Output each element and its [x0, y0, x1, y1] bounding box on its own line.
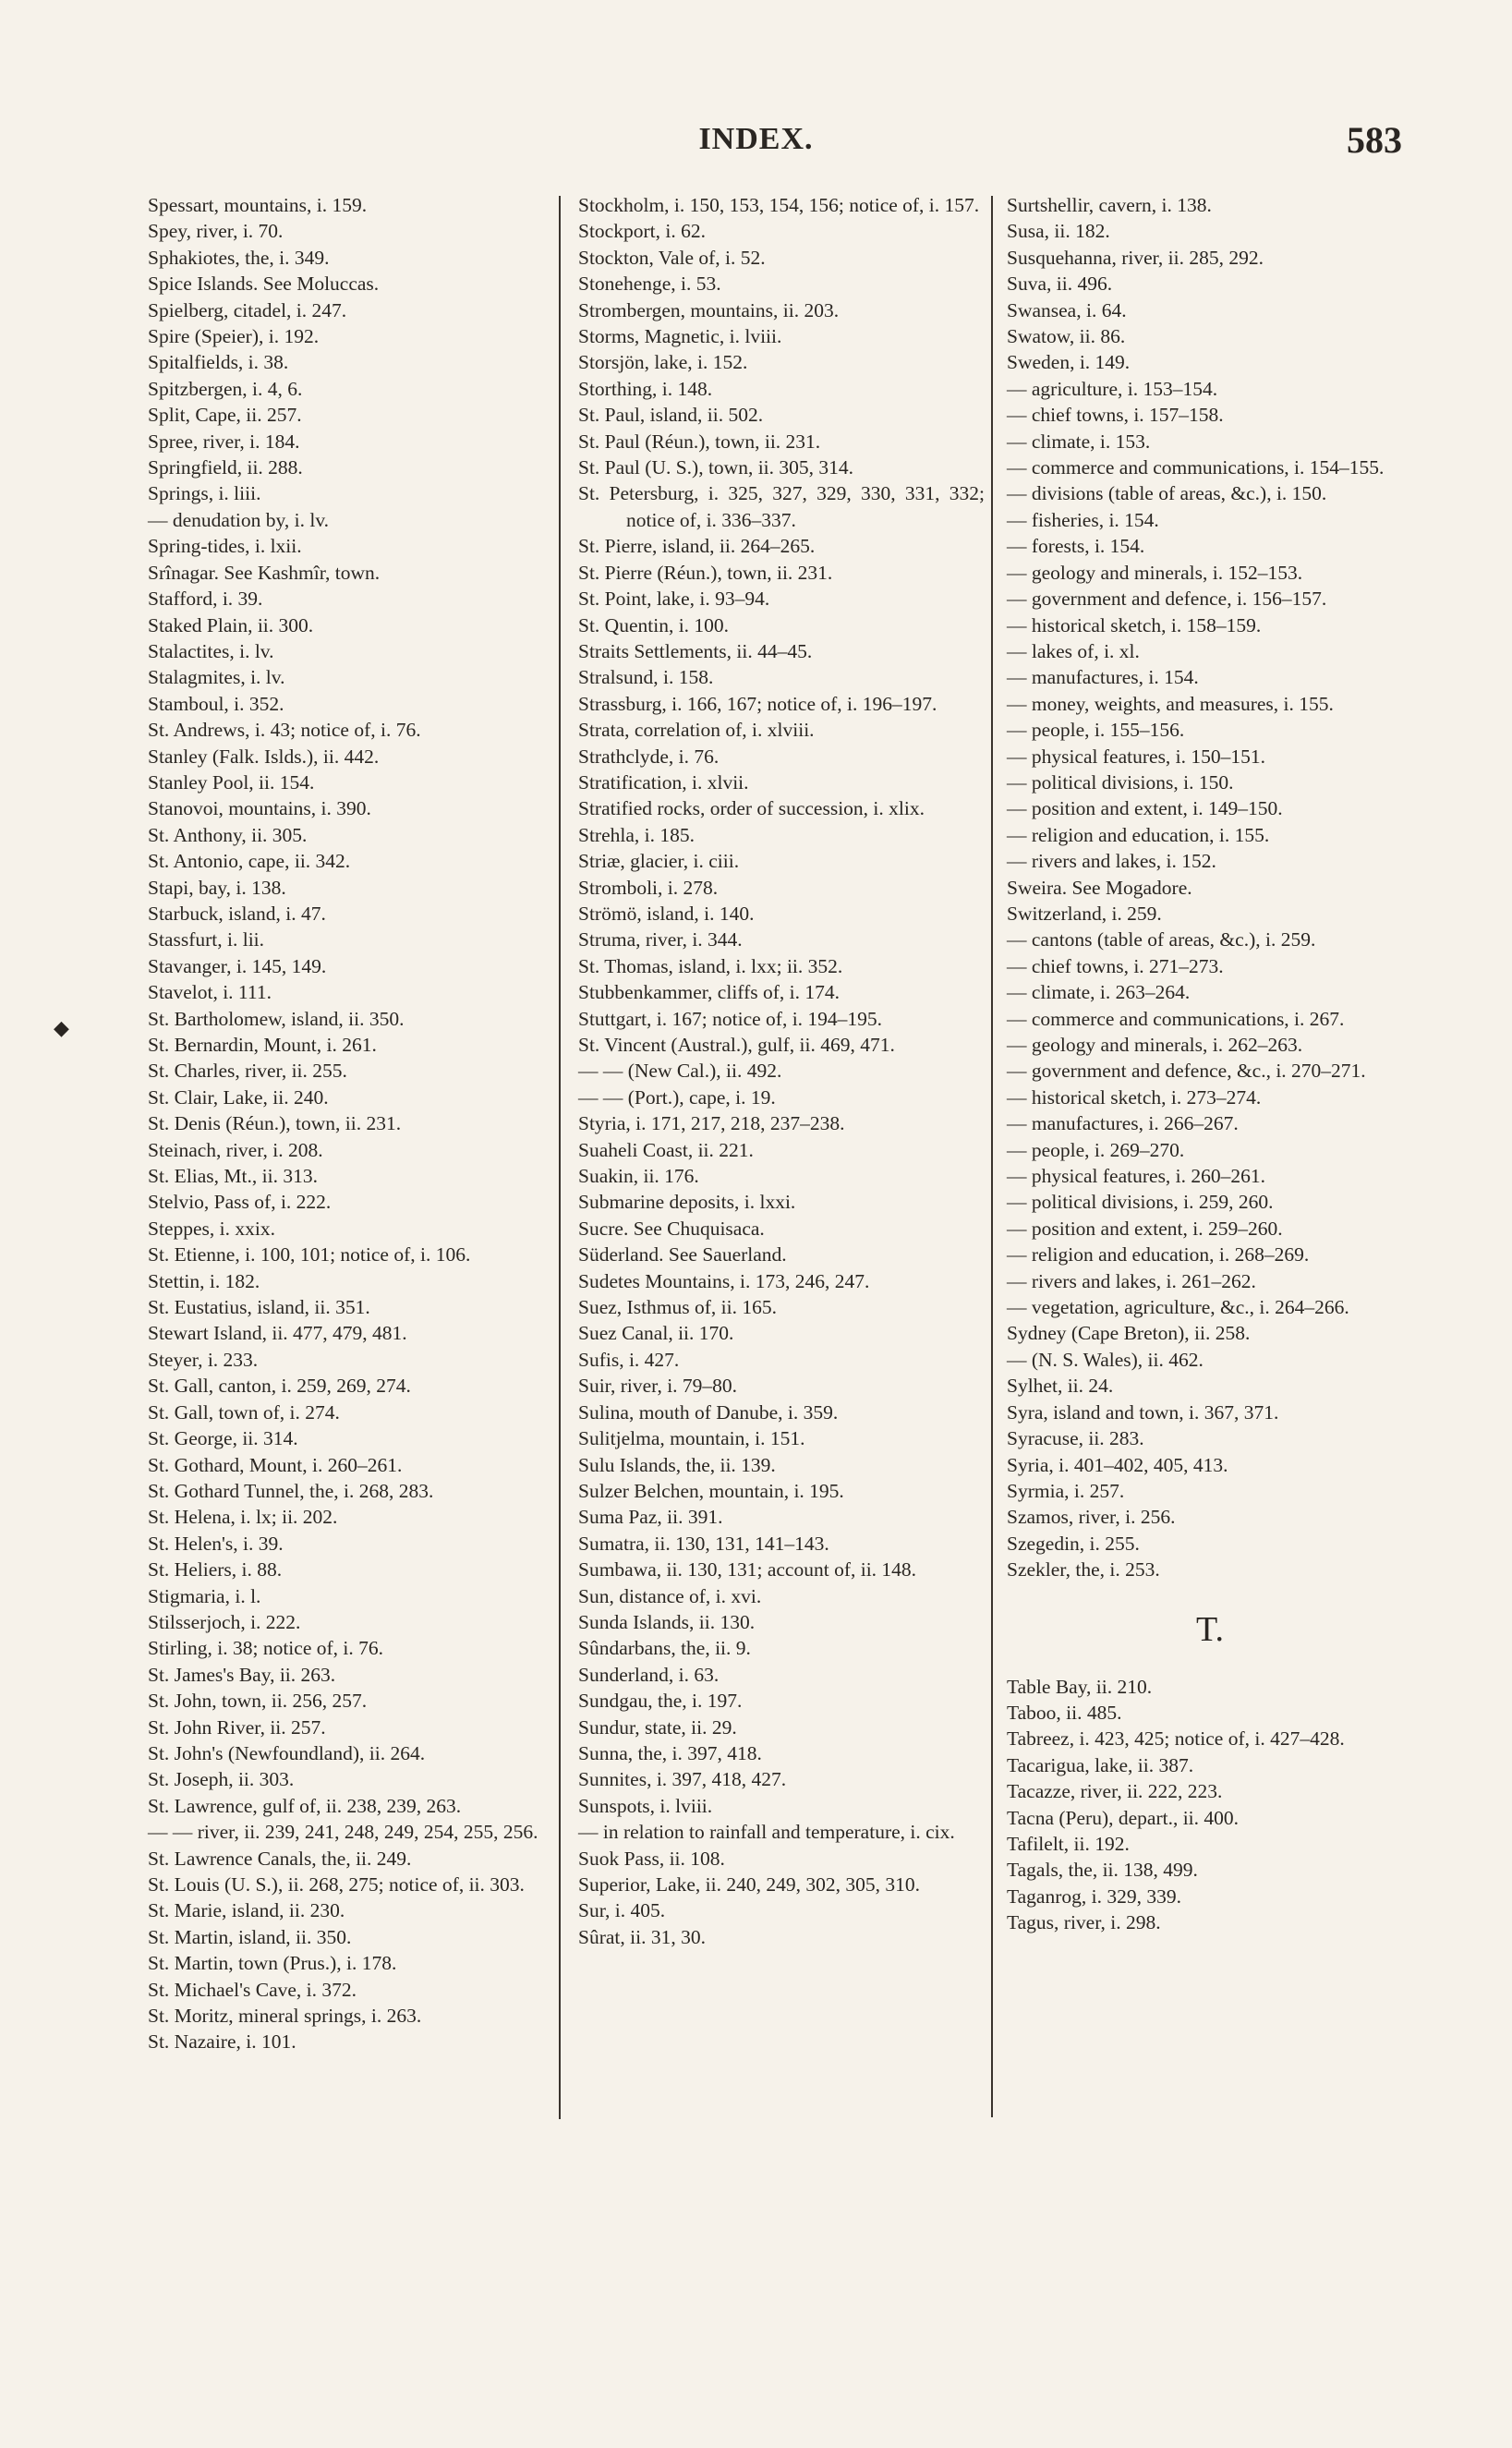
- index-entry: Syria, i. 401–402, 405, 413.: [1007, 1453, 1228, 1476]
- index-entry: Tacazze, river, ii. 222, 223.: [1007, 1780, 1223, 1803]
- index-entry: St. Etienne, i. 100, 101; notice of, i. 106.: [148, 1243, 471, 1266]
- index-entry: Sundgau, the, i. 197.: [578, 1690, 743, 1713]
- index-entry: Superior, Lake, ii. 240, 249, 302, 305, 310.: [578, 1873, 920, 1896]
- index-entry: — rivers and lakes, i. 152.: [1007, 850, 1216, 873]
- index-entry: St. Antonio, cape, ii. 342.: [148, 850, 351, 873]
- index-entry: Sulina, mouth of Danube, i. 359.: [578, 1400, 839, 1424]
- index-entry: Tacna (Peru), depart., ii. 400.: [1007, 1806, 1240, 1829]
- index-entry: — government and defence, &c., i. 270–271.: [1007, 1060, 1366, 1083]
- index-entry: Sunspots, i. lviii.: [578, 1794, 713, 1817]
- index-entry: Syra, island and town, i. 367, 371.: [1007, 1400, 1279, 1424]
- index-entry: Spire (Speier), i. 192.: [148, 325, 320, 348]
- index-entry: St. Vincent (Austral.), gulf, ii. 469, 471.: [578, 1034, 895, 1056]
- index-entry: St. Bernardin, Mount, i. 261.: [148, 1034, 377, 1056]
- index-entry: Sphakiotes, the, i. 349.: [148, 246, 330, 269]
- index-entry: — religion and education, i. 268–269.: [1007, 1243, 1310, 1266]
- index-entry: Srînagar. See Kashmîr, town.: [148, 561, 381, 584]
- index-entry: Syracuse, ii. 283.: [1007, 1427, 1144, 1450]
- index-entry: St. Lawrence Canals, the, ii. 249.: [148, 1847, 412, 1870]
- index-entry: Stettin, i. 182.: [148, 1269, 260, 1292]
- index-entry: — in relation to rainfall and temperature, i. cix.: [578, 1821, 955, 1844]
- index-entry: Stapi, bay, i. 138.: [148, 876, 286, 899]
- index-column-2: [578, 192, 985, 1950]
- index-entry: Strathclyde, i. 76.: [578, 745, 720, 768]
- index-entry: Spice Islands. See Moluccas.: [148, 273, 380, 296]
- index-entry: Stuttgart, i. 167; notice of, i. 194–195.: [578, 1007, 883, 1030]
- index-entry: — — river, ii. 239, 241, 248, 249, 254, 255, 256.: [148, 1821, 538, 1844]
- index-entry: St. John's (Newfoundland), ii. 264.: [148, 1741, 426, 1764]
- index-entry: — (N. S. Wales), ii. 462.: [1007, 1348, 1204, 1371]
- index-entry: Sunda Islands, ii. 130.: [578, 1610, 756, 1633]
- index-entry: St. Martin, island, ii. 350.: [148, 1925, 352, 1948]
- index-entry: Sylhet, ii. 24.: [1007, 1375, 1114, 1398]
- index-entry: Stassfurt, i. lii.: [148, 928, 265, 951]
- index-entry: — divisions (table of areas, &c.), i. 150.: [1007, 482, 1327, 505]
- index-entry: Split, Cape, ii. 257.: [148, 404, 302, 427]
- index-entry: — money, weights, and measures, i. 155.: [1007, 692, 1334, 715]
- index-entry: Stromboli, i. 278.: [578, 876, 719, 899]
- index-entry: Spitzbergen, i. 4, 6.: [148, 377, 303, 400]
- index-entry: — physical features, i. 150–151.: [1007, 745, 1266, 768]
- index-entry: — climate, i. 263–264.: [1007, 981, 1191, 1004]
- index-entry: Table Bay, ii. 210.: [1007, 1675, 1153, 1698]
- page-number: 583: [1347, 119, 1402, 161]
- index-entry: Submarine deposits, i. lxxi.: [578, 1191, 796, 1214]
- index-entry: St. Andrews, i. 43; notice of, i. 76.: [148, 719, 421, 742]
- index-entry: Spring-tides, i. lxii.: [148, 535, 302, 558]
- index-entry: Suok Pass, ii. 108.: [578, 1847, 725, 1870]
- index-entry: St. Eustatius, island, ii. 351.: [148, 1296, 370, 1319]
- index-entry: St. Denis (Réun.), town, ii. 231.: [148, 1112, 402, 1135]
- index-entry: — historical sketch, i. 273–274.: [1007, 1085, 1262, 1109]
- index-entry: Spessart, mountains, i. 159.: [148, 194, 368, 216]
- index-entry: Surtshellir, cavern, i. 138.: [1007, 194, 1212, 216]
- index-entry: Stelvio, Pass of, i. 222.: [148, 1191, 332, 1214]
- index-entry: — chief towns, i. 271–273.: [1007, 954, 1224, 977]
- index-entry: St. Louis (U. S.), ii. 268, 275; notice of, ii. 303.: [148, 1873, 525, 1896]
- column-divider: [559, 196, 561, 2119]
- index-entry: Sweira. See Mogadore.: [1007, 876, 1192, 899]
- index-entry: Suaheli Coast, ii. 221.: [578, 1138, 754, 1161]
- index-entry: — people, i. 155–156.: [1007, 719, 1185, 742]
- index-entry: Sucre. See Chuquisaca.: [578, 1217, 765, 1240]
- index-entry: — religion and education, i. 155.: [1007, 823, 1270, 846]
- index-entry: — geology and minerals, i. 262–263.: [1007, 1034, 1303, 1056]
- index-entry: — position and extent, i. 149–150.: [1007, 797, 1283, 820]
- index-entry: Taboo, ii. 485.: [1007, 1701, 1122, 1724]
- index-entry: St. Bartholomew, island, ii. 350.: [148, 1007, 405, 1030]
- index-entry: — position and extent, i. 259–260.: [1007, 1217, 1283, 1240]
- index-entry: Sweden, i. 149.: [1007, 351, 1131, 374]
- index-entry: Stalagmites, i. lv.: [148, 666, 285, 689]
- index-entry: Spielberg, citadel, i. 247.: [148, 298, 347, 321]
- index-entry: St. Pierre (Réun.), town, ii. 231.: [578, 561, 833, 584]
- index-entry: Steyer, i. 233.: [148, 1348, 259, 1371]
- index-entry: Stratification, i. xlvii.: [578, 770, 749, 794]
- index-entry: Switzerland, i. 259.: [1007, 902, 1162, 925]
- index-entry: Suma Paz, ii. 391.: [578, 1506, 723, 1529]
- index-entry: Strombergen, mountains, ii. 203.: [578, 298, 840, 321]
- index-column-1: [148, 192, 554, 2055]
- index-entry: Stalactites, i. lv.: [148, 639, 274, 662]
- index-entry: Suez, Isthmus of, ii. 165.: [578, 1296, 777, 1319]
- index-entry: St. Paul (U. S.), town, ii. 305, 314.: [578, 456, 854, 479]
- index-entry: Stafford, i. 39.: [148, 588, 263, 611]
- margin-mark-icon: ◆: [54, 1016, 69, 1039]
- index-entry: — cantons (table of areas, &c.), i. 259.: [1007, 928, 1316, 951]
- index-entry: Sur, i. 405.: [578, 1899, 666, 1922]
- index-entry: St. Helen's, i. 39.: [148, 1532, 284, 1555]
- index-entry: St. James's Bay, ii. 263.: [148, 1663, 336, 1686]
- index-entry: Storthing, i. 148.: [578, 377, 713, 400]
- index-entry: — geology and minerals, i. 152–153.: [1007, 561, 1303, 584]
- index-entry: Striæ, glacier, i. ciii.: [578, 850, 740, 873]
- index-entry: St. Martin, town (Prus.), i. 178.: [148, 1952, 397, 1975]
- index-entry: — rivers and lakes, i. 261–262.: [1007, 1269, 1256, 1292]
- index-entry: — — (New Cal.), ii. 492.: [578, 1060, 782, 1083]
- index-entry: Spey, river, i. 70.: [148, 220, 284, 243]
- index-entry: — commerce and communications, i. 267.: [1007, 1007, 1345, 1030]
- index-entry: — climate, i. 153.: [1007, 430, 1151, 453]
- page-title: INDEX.: [698, 122, 814, 156]
- index-entry: Strata, correlation of, i. xlviii.: [578, 719, 815, 742]
- index-entry: St. Nazaire, i. 101.: [148, 2030, 296, 2054]
- index-entry: Suir, river, i. 79–80.: [578, 1375, 738, 1398]
- index-entry: Stewart Island, ii. 477, 479, 481.: [148, 1322, 407, 1345]
- index-entry: Storsjön, lake, i. 152.: [578, 351, 748, 374]
- index-entry: Sulitjelma, mountain, i. 151.: [578, 1427, 805, 1450]
- column-divider: [991, 196, 993, 2117]
- index-entry: Steppes, i. xxix.: [148, 1217, 275, 1240]
- index-entry: Susa, ii. 182.: [1007, 220, 1110, 243]
- index-entry: Spree, river, i. 184.: [148, 430, 300, 453]
- index-entry: Tagals, the, ii. 138, 499.: [1007, 1859, 1198, 1882]
- index-entry: Stockholm, i. 150, 153, 154, 156; notice of, i. 157.: [578, 194, 980, 216]
- index-entry: Stamboul, i. 352.: [148, 692, 284, 715]
- index-entry: St. Elias, Mt., ii. 313.: [148, 1165, 318, 1188]
- index-entry: Stralsund, i. 158.: [578, 666, 714, 689]
- index-entry: Strehla, i. 185.: [578, 823, 695, 846]
- index-entry: Sulzer Belchen, mountain, i. 195.: [578, 1479, 844, 1502]
- index-entry: St. Heliers, i. 88.: [148, 1558, 283, 1582]
- index-entry: St. Moritz, mineral springs, i. 263.: [148, 2005, 422, 2028]
- index-entry: Suva, ii. 496.: [1007, 273, 1113, 296]
- index-entry: — physical features, i. 260–261.: [1007, 1165, 1266, 1188]
- section-letter-heading: T.: [1196, 1609, 1224, 1649]
- index-entry: Stanovoi, mountains, i. 390.: [148, 797, 371, 820]
- index-entry: Stubbenkammer, cliffs of, i. 174.: [578, 981, 840, 1004]
- index-entry: Sumbawa, ii. 130, 131; account of, ii. 148.: [578, 1558, 917, 1582]
- index-entry: St. Gothard, Mount, i. 260–261.: [148, 1453, 403, 1476]
- index-entry: St. Joseph, ii. 303.: [148, 1768, 295, 1791]
- index-entry: Sunna, the, i. 397, 418.: [578, 1741, 762, 1764]
- index-entry: Tafilelt, ii. 192.: [1007, 1832, 1130, 1855]
- index-entry: Springs, i. liii.: [148, 482, 261, 505]
- index-entry: Stilsserjoch, i. 222.: [148, 1610, 301, 1633]
- index-entry: St. Charles, river, ii. 255.: [148, 1060, 347, 1083]
- index-entry: Sunnites, i. 397, 418, 427.: [578, 1768, 787, 1791]
- index-entry: St. Paul, island, ii. 502.: [578, 404, 764, 427]
- index-entry: Tagus, river, i. 298.: [1007, 1911, 1161, 1934]
- index-entry: St. Gall, town of, i. 274.: [148, 1400, 340, 1424]
- index-entry: St. Quentin, i. 100.: [578, 613, 730, 636]
- index-entry: Sufis, i. 427.: [578, 1348, 680, 1371]
- index-entry: Springfield, ii. 288.: [148, 456, 303, 479]
- index-entry: Swansea, i. 64.: [1007, 298, 1127, 321]
- index-entry: St. Anthony, ii. 305.: [148, 823, 308, 846]
- index-entry: Strömö, island, i. 140.: [578, 902, 755, 925]
- index-entry: Stavanger, i. 145, 149.: [148, 954, 327, 977]
- index-entry: Suez Canal, ii. 170.: [578, 1322, 734, 1345]
- index-entry: Sûndarbans, the, ii. 9.: [578, 1637, 751, 1660]
- index-entry: Stockton, Vale of, i. 52.: [578, 246, 766, 269]
- index-entry: Stanley (Falk. Islds.), ii. 442.: [148, 745, 380, 768]
- index-entry: Swatow, ii. 86.: [1007, 325, 1126, 348]
- index-entry: St. Gothard Tunnel, the, i. 268, 283.: [148, 1479, 434, 1502]
- index-entry: Sûrat, ii. 31, 30.: [578, 1925, 706, 1948]
- index-entry: St. John River, ii. 257.: [148, 1715, 326, 1739]
- index-entry: St. Point, lake, i. 93–94.: [578, 588, 770, 611]
- index-entry: — agriculture, i. 153–154.: [1007, 377, 1218, 400]
- index-entry: — manufactures, i. 266–267.: [1007, 1112, 1239, 1135]
- index-entry: Sulu Islands, the, ii. 139.: [578, 1453, 776, 1476]
- index-entry: St. Lawrence, gulf of, ii. 238, 239, 263.: [148, 1794, 462, 1817]
- index-entry: St. Marie, island, ii. 230.: [148, 1899, 345, 1922]
- index-entry: Straits Settlements, ii. 44–45.: [578, 639, 813, 662]
- index-entry: St. Michael's Cave, i. 372.: [148, 1978, 357, 2001]
- index-entry: — denudation by, i. lv.: [148, 508, 330, 531]
- index-entry: St. Paul (Réun.), town, ii. 231.: [578, 430, 821, 453]
- index-entry: Tabreez, i. 423, 425; notice of, i. 427–428.: [1007, 1727, 1345, 1751]
- index-entry: Stirling, i. 38; notice of, i. 76.: [148, 1637, 383, 1660]
- index-entry: Szekler, the, i. 253.: [1007, 1558, 1160, 1582]
- index-entry: — government and defence, i. 156–157.: [1007, 588, 1327, 611]
- index-entry: — historical sketch, i. 158–159.: [1007, 613, 1262, 636]
- index-entry: Struma, river, i. 344.: [578, 928, 743, 951]
- index-entry: Stonehenge, i. 53.: [578, 273, 721, 296]
- index-column-3: [1007, 192, 1413, 1936]
- index-entry: Storms, Magnetic, i. lviii.: [578, 325, 782, 348]
- index-entry: St. Helena, i. lx; ii. 202.: [148, 1506, 338, 1529]
- index-entry: — fisheries, i. 154.: [1007, 508, 1159, 531]
- index-entry: St. Petersburg, i. 325, 327, 329, 330, 331, 332; notice of, i. 336–337.: [578, 482, 985, 531]
- index-entry: Styria, i. 171, 217, 218, 237–238.: [578, 1112, 845, 1135]
- index-entry: — political divisions, i. 150.: [1007, 770, 1234, 794]
- index-entry: Staked Plain, ii. 300.: [148, 613, 314, 636]
- index-entry: — manufactures, i. 154.: [1007, 666, 1199, 689]
- index-entry: St. John, town, ii. 256, 257.: [148, 1690, 368, 1713]
- index-entry: Spitalfields, i. 38.: [148, 351, 289, 374]
- index-entry: Süderland. See Sauerland.: [578, 1243, 787, 1266]
- index-entry: — commerce and communications, i. 154–155.: [1007, 456, 1385, 479]
- index-entry: Susquehanna, river, ii. 285, 292.: [1007, 246, 1264, 269]
- index-entry: — political divisions, i. 259, 260.: [1007, 1191, 1274, 1214]
- index-entry: St. Clair, Lake, ii. 240.: [148, 1085, 329, 1109]
- index-entry: — chief towns, i. 157–158.: [1007, 404, 1224, 427]
- index-entry: Stratified rocks, order of succession, i. xlix.: [578, 797, 925, 820]
- index-entry: Taganrog, i. 329, 339.: [1007, 1884, 1181, 1908]
- index-entry: — people, i. 269–270.: [1007, 1138, 1185, 1161]
- index-entry: Stavelot, i. 111.: [148, 981, 272, 1004]
- index-entry: Steinach, river, i. 208.: [148, 1138, 323, 1161]
- index-entry: St. Pierre, island, ii. 264–265.: [578, 535, 816, 558]
- index-entry: Starbuck, island, i. 47.: [148, 902, 326, 925]
- index-entry: — forests, i. 154.: [1007, 535, 1145, 558]
- index-entry: St. George, ii. 314.: [148, 1427, 298, 1450]
- index-entry: Stigmaria, i. l.: [148, 1584, 261, 1607]
- index-entry: Stanley Pool, ii. 154.: [148, 770, 315, 794]
- index-entry: St. Thomas, island, i. lxx; ii. 352.: [578, 954, 843, 977]
- index-entry: Sumatra, ii. 130, 131, 141–143.: [578, 1532, 829, 1555]
- index-entry: — vegetation, agriculture, &c., i. 264–266.: [1007, 1296, 1349, 1319]
- index-entry: Suakin, ii. 176.: [578, 1165, 699, 1188]
- index-entry: — lakes of, i. xl.: [1007, 639, 1140, 662]
- index-entry: Syrmia, i. 257.: [1007, 1479, 1125, 1502]
- index-entry: St. Gall, canton, i. 259, 269, 274.: [148, 1375, 411, 1398]
- index-entry: Sydney (Cape Breton), ii. 258.: [1007, 1322, 1251, 1345]
- index-entry: Stockport, i. 62.: [578, 220, 706, 243]
- index-entry: Sudetes Mountains, i. 173, 246, 247.: [578, 1269, 870, 1292]
- index-entry: Sun, distance of, i. xvi.: [578, 1584, 762, 1607]
- index-entry: Szegedin, i. 255.: [1007, 1532, 1140, 1555]
- index-entry: Sunderland, i. 63.: [578, 1663, 720, 1686]
- index-entry: — — (Port.), cape, i. 19.: [578, 1085, 776, 1109]
- index-entry: Strassburg, i. 166, 167; notice of, i. 196–197.: [578, 692, 937, 715]
- index-entry: Sundur, state, ii. 29.: [578, 1715, 737, 1739]
- index-entry: Szamos, river, i. 256.: [1007, 1506, 1176, 1529]
- index-entry: Tacarigua, lake, ii. 387.: [1007, 1753, 1194, 1776]
